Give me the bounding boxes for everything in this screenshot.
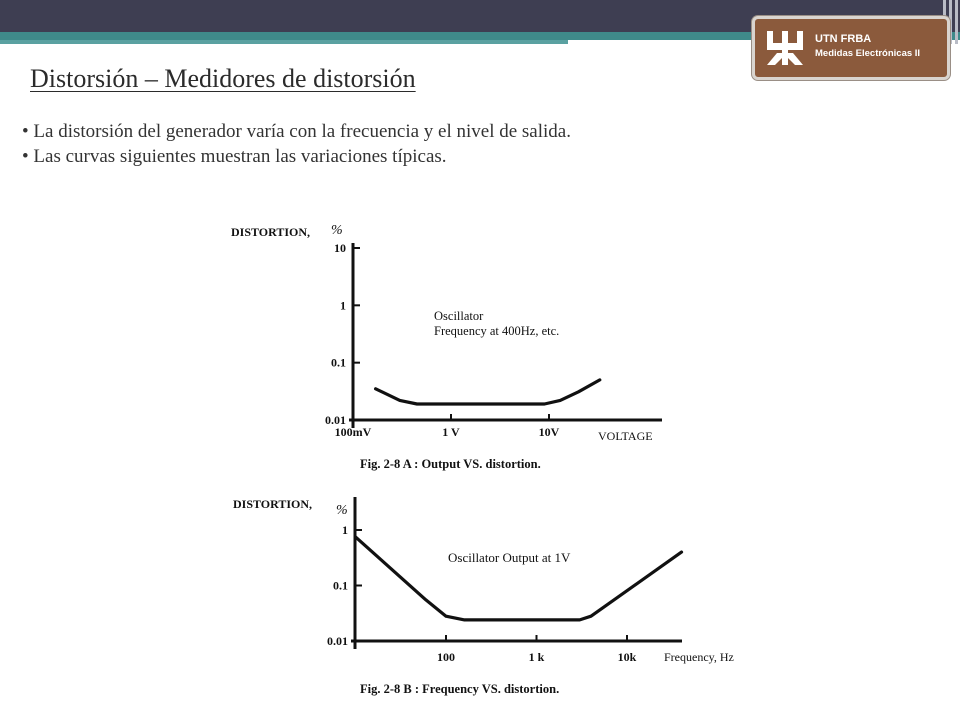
y-tick-label: 0.1 bbox=[331, 355, 346, 370]
chart-annotation: Frequency at 400Hz, etc. bbox=[434, 324, 560, 338]
y-tick-label: 0.01 bbox=[325, 413, 346, 427]
x-tick-label: 1 k bbox=[528, 650, 545, 664]
y-axis-unit: % bbox=[331, 223, 343, 238]
series-line bbox=[376, 380, 600, 404]
x-axis-label: VOLTAGE bbox=[598, 429, 653, 443]
y-tick-label: 0.1 bbox=[333, 578, 348, 593]
y-tick-label: 1 bbox=[342, 523, 348, 537]
y-tick-label: 0.01 bbox=[327, 634, 348, 648]
figure-caption: Fig. 2-8 A : Output VS. distortion. bbox=[360, 457, 541, 471]
y-tick-label: 1 bbox=[340, 298, 346, 313]
x-axis-label: Frequency, Hz bbox=[664, 650, 734, 664]
slide-title: Distorsión – Medidores de distorsión bbox=[30, 64, 416, 93]
x-tick-label: 10V bbox=[538, 425, 560, 439]
badge-subtitle: Medidas Electrónicas II bbox=[815, 48, 921, 59]
badge-title: UTN FRBA bbox=[815, 33, 872, 45]
y-axis-unit: % bbox=[336, 503, 348, 518]
y-tick-label: 10 bbox=[334, 241, 346, 255]
figure-caption: Fig. 2-8 B : Frequency VS. distortion. bbox=[360, 682, 560, 696]
chart-annotation: Oscillator Output at 1V bbox=[448, 550, 571, 565]
bullet-item: • La distorsión del generador varía con la frecuencia y el nivel de salida. bbox=[22, 119, 571, 144]
chart-annotation: Oscillator bbox=[434, 309, 484, 323]
bullet-item: • Las curvas siguientes muestran las variaciones típicas. bbox=[22, 144, 571, 169]
y-axis-label: DISTORTION, bbox=[233, 497, 313, 511]
x-tick-label: 100mV bbox=[334, 425, 372, 439]
y-axis-label: DISTORTION, bbox=[231, 225, 311, 239]
x-tick-label: 100 bbox=[437, 650, 455, 664]
x-tick-label: 1 V bbox=[442, 425, 460, 439]
x-tick-label: 10k bbox=[617, 650, 637, 664]
